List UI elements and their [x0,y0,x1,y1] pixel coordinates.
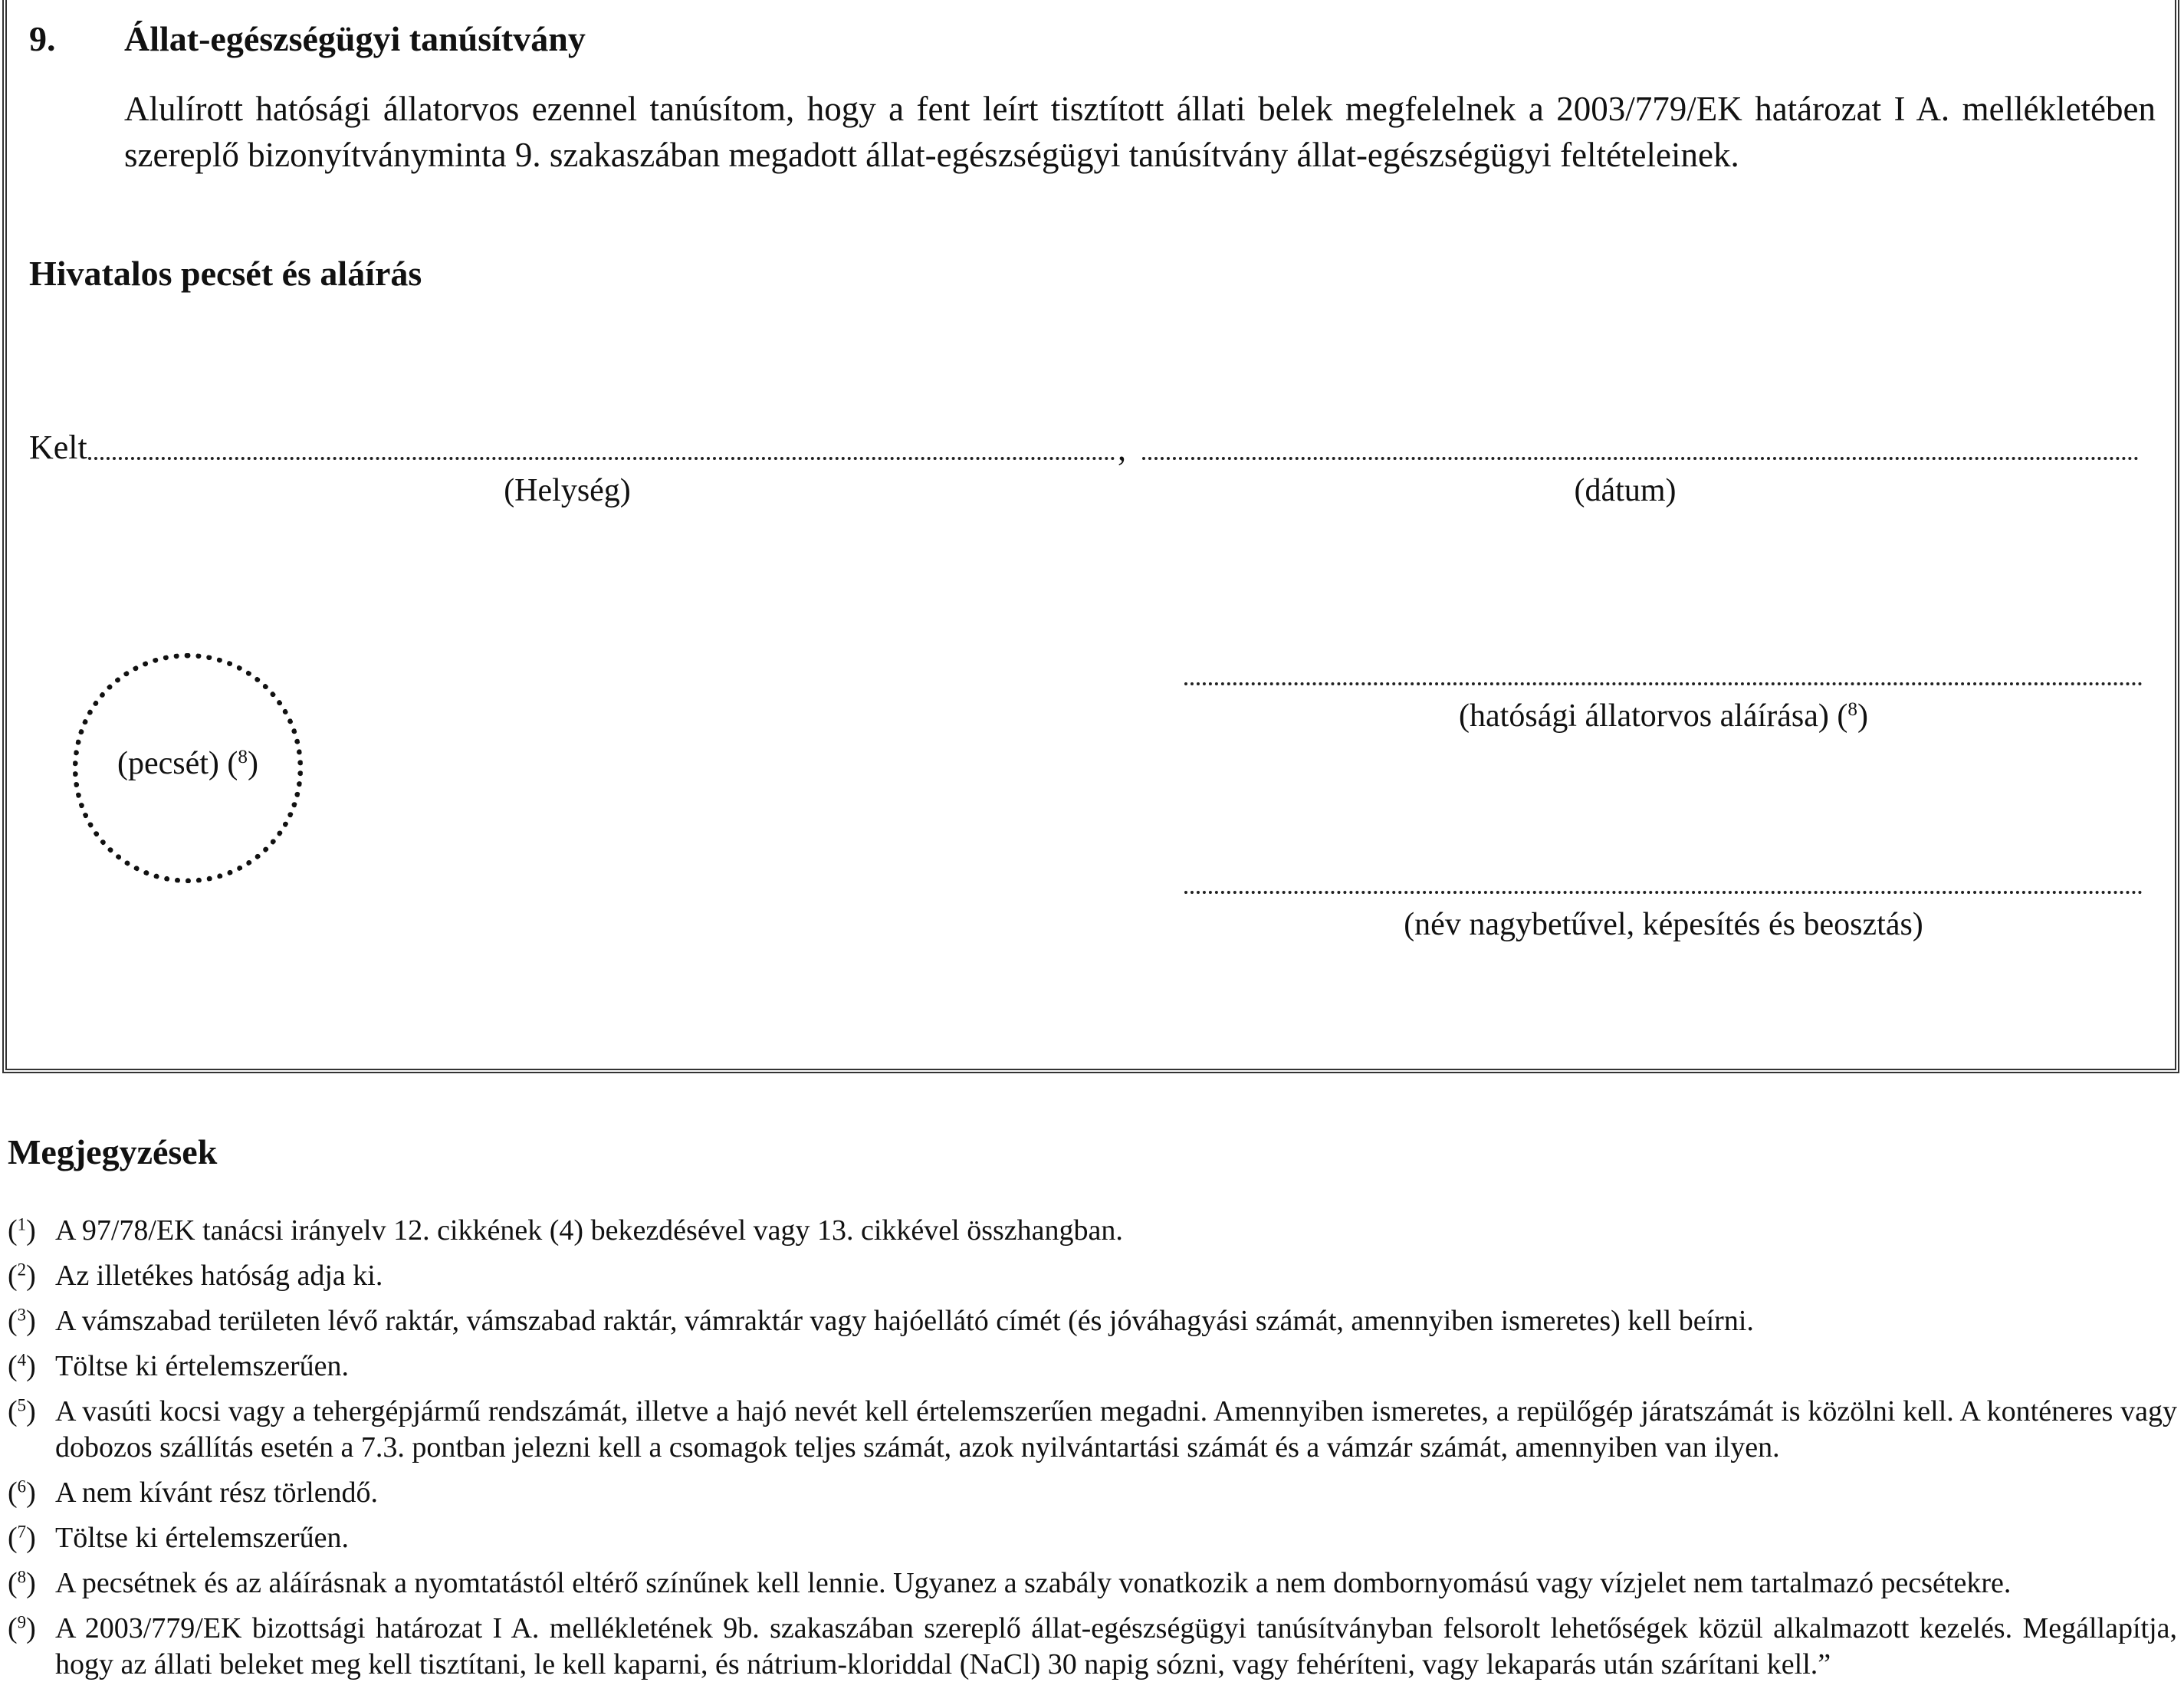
date-dotted-line [1142,457,2139,460]
signature-caption: (hatósági állatorvos aláírása) ($^8$) [1459,698,1868,734]
note-item [8,1565,2177,1602]
stamp-footnote-ref: 8 [238,747,248,768]
note-number: ($^3$) [8,1305,36,1337]
note-number: ($^1$) [8,1214,36,1247]
place-caption: (Helység) [504,473,631,508]
signature-dotted-line [1184,682,2143,685]
signature-caption-text: (hatósági állatorvos aláírása) [1459,698,1829,734]
note-item [8,1611,2177,1683]
section-number: 9. [29,19,56,58]
note-number: ($^7$) [8,1522,36,1554]
note-text: Az illetékes hatóság adja ki. [55,1260,383,1292]
note-item [8,1475,2177,1511]
note-item [8,1394,2177,1466]
place-dotted-line [88,457,1115,460]
note-item [8,1303,2177,1339]
note-text: A 2003/779/EK bizottsági határozat I A. mellékletének 9b. szakaszában szereplő állat-egészségügyi tanúsítványban felsorolt lehetőségek közül alkalmazott kezelés. Megállapítja, hogy az állati beleket meg kell tisztítani, le kell kaparni, és nátrium-kloriddal (NaCl) 30 napig sózni, vagy fehéríteni, vagy lekaparás után szárítani kell.” [55,1612,2177,1680]
stamp-label: (pecsét) ($^8$) [117,746,258,781]
kelt-label: Kelt [29,429,87,466]
note-number: ($^2$) [8,1260,36,1292]
note-text: A pecsétnek és az aláírásnak a nyomtatástól eltérő színűnek kell lennie. Ugyanez a szabály vonatkozik a nem dombornyomású vagy vízjelet nem tartalmazó pecsétekre. [55,1567,2012,1599]
date-caption: (dátum) [1574,473,1677,508]
stamp-label-text: (pecsét) [117,746,219,781]
note-item [8,1258,2177,1294]
name-dotted-line [1184,891,2143,894]
note-item [8,1520,2177,1556]
note-text: A 97/78/EK tanácsi irányelv 12. cikkének (4) bekezdésével vagy 13. cikkével összhangban. [55,1214,1123,1247]
note-item [8,1349,2177,1385]
signature-footnote-ref: 8 [1847,699,1857,721]
note-text: A vasúti kocsi vagy a tehergépjármű rendszámát, illetve a hajó nevét kell értelemszerűen megadni. Amennyiben ismeretes, a repülőgép járatszámát is közölni kell. A konténeres vagy dobozos szállítás esetén a 7.3. pontban jelezni kell a csomagok teljes számát, azok nyilvántartási számát és a vámzár számát, amennyiben van ilyen. [55,1395,2177,1464]
note-number: ($^6$) [8,1477,36,1509]
note-text: A vámszabad területen lévő raktár, vámszabad raktár, vámraktár vagy hajóellátó címét (és jóváhagyási számát, amennyiben ismeretes) kell beírni. [55,1305,1754,1337]
note-text: A nem kívánt rész törlendő. [55,1477,379,1509]
kelt-comma: , [1118,430,1126,468]
certification-statement: Alulírott hatósági állatorvos ezennel tanúsítom, hogy a fent leírt tisztított állati belek megfelelnek a 2003/779/EK határozat I A. mellékletében szereplő bizonyítványminta 9. szakaszában megadott állat-egészségügyi tanúsítvány állat-egészségügyi feltételeinek. [124,90,2156,174]
notes-title: Megjegyzések [8,1132,218,1171]
note-item [8,1213,2177,1249]
note-text: Töltse ki értelemszerűen. [55,1522,350,1554]
section-title: Állat-egészségügyi tanúsítvány [124,19,586,58]
note-number: ($^9$) [8,1612,36,1644]
seal-signature-heading: Hivatalos pecsét és aláírás [29,254,422,293]
note-number: ($^5$) [8,1395,36,1427]
note-number: ($^8$) [8,1567,36,1599]
name-caption: (név nagybetűvel, képesítés és beosztás) [1404,907,1923,942]
note-number: ($^4$) [8,1350,36,1382]
notes-list [8,1213,2177,1692]
note-text: Töltse ki értelemszerűen. [55,1350,350,1382]
